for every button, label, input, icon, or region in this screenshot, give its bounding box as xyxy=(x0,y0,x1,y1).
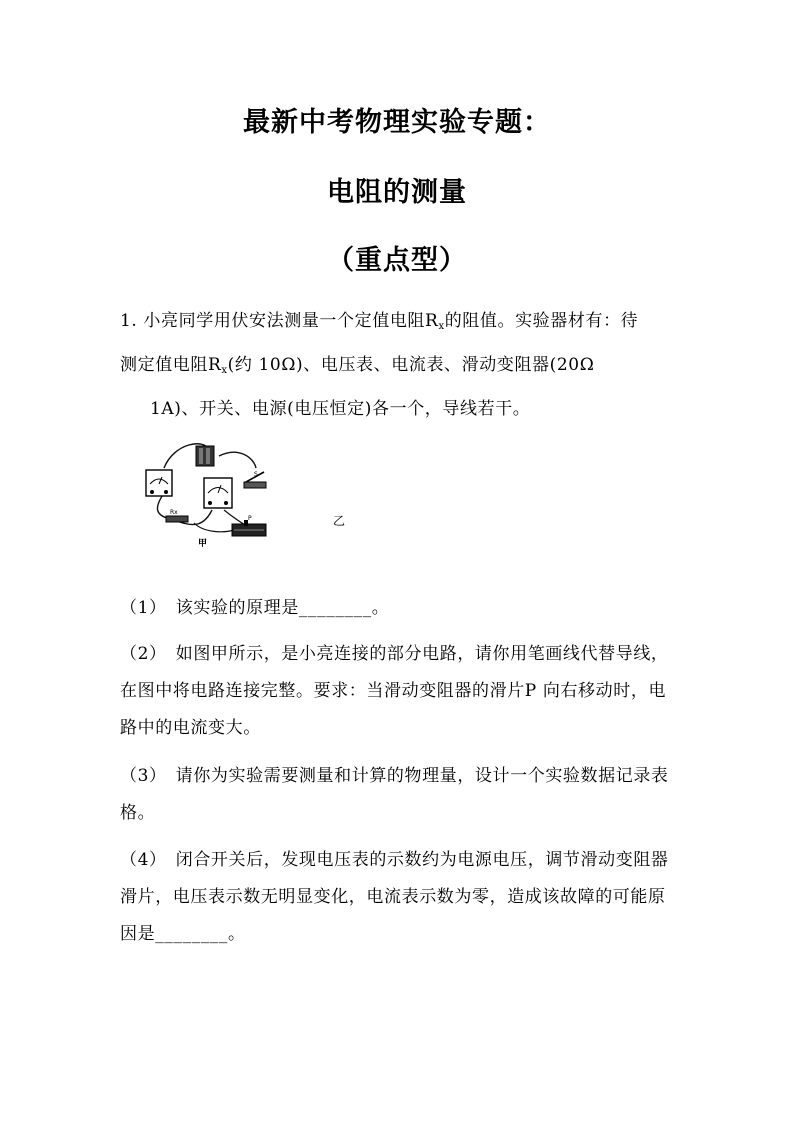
figure-label-jia: 甲 xyxy=(198,539,208,549)
label-s: S xyxy=(254,471,258,478)
question-1-line-1: 1. 小亮同学用伏安法测量一个定值电阻$R_x$的阻值。实验器材有：待 xyxy=(120,311,639,332)
question-part-1: （1） 该实验的原理是________。 xyxy=(120,598,390,618)
label-p: P xyxy=(248,515,252,522)
page-subtitle: 电阻的测量 xyxy=(327,177,467,208)
question-1-line-2: 测定值电阻$R_x$(约 10Ω)、电压表、电流表、滑动变阻器(20Ω xyxy=(120,355,595,376)
switch xyxy=(244,482,266,488)
question-1-stem xyxy=(120,302,680,428)
question-part-2: （2） 如图甲所示，是小亮连接的部分电路，请你用笔画线代替导线，在图中将电路连接完整。要求：当滑动变阻器的滑片P 向右移动时，电路中的电流变大。 xyxy=(120,644,669,738)
question-part-3: （3） 请你为实验需要测量和计算的物理量，设计一个实验数据记录表格。 xyxy=(120,766,669,823)
figure-label-yi: 乙 xyxy=(333,514,346,528)
page-tag: （重点型） xyxy=(327,245,467,276)
resistor-rx xyxy=(166,516,188,522)
question-1-line-3: 1A)、开关、电源(电压恒定)各一个，导线若干。 xyxy=(150,399,531,419)
page-title: 最新中考物理实验专题： xyxy=(243,107,551,138)
circuit-diagram-jia xyxy=(134,438,284,553)
label-rx: Rx xyxy=(170,509,178,516)
question-part-4: （4） 闭合开关后，发现电压表的示数约为电源电压，调节滑动变阻器滑片，电压表示数无明显变化，电流表示数为零，造成该故障的可能原因是________。 xyxy=(120,850,669,944)
battery-box xyxy=(196,446,214,466)
